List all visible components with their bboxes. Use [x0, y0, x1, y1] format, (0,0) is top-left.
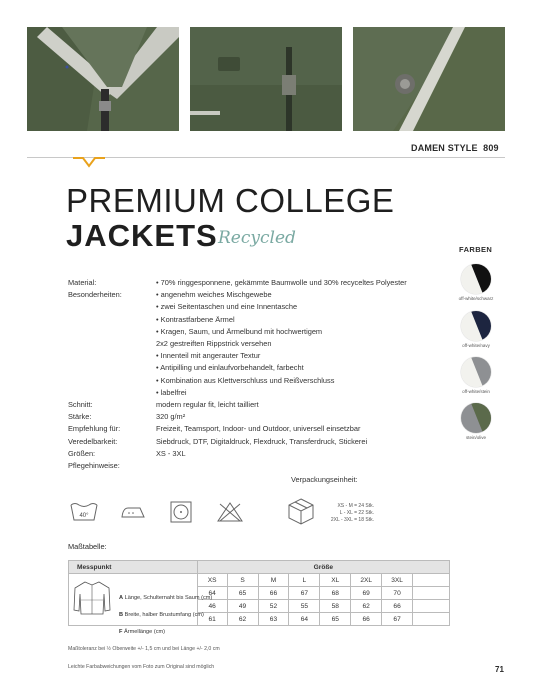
color-swatch-offwhite-navy	[461, 311, 491, 341]
spec-value: • Kombination aus Klettverschluss und Reißverschluss	[156, 375, 335, 385]
product-photo-zipper	[190, 27, 342, 131]
table-cell: 70	[382, 587, 413, 600]
size-header: S	[227, 574, 258, 587]
table-cell: 66	[258, 587, 289, 600]
no-bleach-icon	[217, 502, 243, 522]
table-header-row	[69, 561, 450, 574]
page-title-line2: JACKETS	[66, 218, 218, 253]
style-number-label	[411, 143, 499, 153]
measure-label-f	[119, 629, 165, 635]
spec-value: • labelfrei	[156, 387, 187, 397]
measure-label-a	[119, 595, 212, 601]
page-title-line1: PREMIUM COLLEGE	[66, 182, 395, 219]
packaging-line: XS - M = 24 Stk.	[337, 503, 374, 509]
wash-40-icon	[70, 502, 98, 522]
spec-value: • Innenteil mit angerauter Textur	[156, 351, 261, 361]
table-cell: 64	[289, 613, 320, 626]
color-swatch-stone-olive	[461, 403, 491, 433]
spec-label: Pflegehinweise:	[68, 461, 120, 470]
size-header: L	[289, 574, 320, 587]
column-header-size: Größe	[197, 561, 449, 574]
size-table-caption: Maßtabelle:	[68, 542, 107, 551]
color-label: stein/olive	[465, 435, 486, 440]
recycled-tagline: Recycled	[218, 228, 296, 248]
tumble-dry-icon	[170, 501, 192, 523]
color-label: off-white/stein	[462, 389, 490, 394]
measure-label-b	[119, 612, 204, 618]
empty-cell	[413, 587, 450, 600]
spec-value: • angenehm weiches Mischgewebe	[156, 290, 272, 300]
spec-label: Empfehlung für:	[68, 424, 121, 434]
disclaimer-note: Leichte Farbabweichungen vom Foto zum Original sind möglich	[68, 664, 215, 670]
measure-text: Ärmellänge (cm)	[123, 629, 166, 635]
table-cell: 55	[289, 600, 320, 613]
table-cell: 65	[320, 613, 351, 626]
spec-label: Besonderheiten:	[68, 290, 122, 300]
spec-label: Material:	[68, 278, 97, 287]
empty-cell	[413, 600, 450, 613]
spec-label: Stärke:	[68, 412, 92, 422]
spec-value: XS - 3XL	[156, 448, 186, 458]
packaging-line: L - XL = 22 Stk.	[339, 510, 374, 516]
size-header: 3XL	[382, 574, 413, 587]
spec-value: • Kragen, Saum, und Ärmelbund mit hochwertigem	[156, 326, 323, 336]
table-cell: 52	[258, 600, 289, 613]
wash-temp-label: 40°	[79, 513, 89, 519]
style-label: DAMEN STYLE	[411, 143, 478, 153]
spec-label: Größen:	[68, 448, 96, 458]
empty-cell	[413, 613, 450, 626]
table-cell: 69	[351, 587, 382, 600]
jacket-diagram-icon	[72, 578, 112, 618]
packaging-line: 2XL - 3XL = 18 Stk.	[330, 517, 374, 523]
spec-value: • Kontrastfarbene Ärmel	[156, 314, 235, 324]
chevron-accent-icon	[73, 157, 105, 169]
table-cell: 58	[320, 600, 351, 613]
size-header: M	[258, 574, 289, 587]
size-header: 2XL	[351, 574, 382, 587]
measure-key: A	[119, 595, 124, 601]
color-swatch-offwhite-black	[461, 264, 491, 294]
size-header: XL	[320, 574, 351, 587]
table-cell: 67	[382, 613, 413, 626]
table-cell: 62	[351, 600, 382, 613]
spec-label: Schnitt:	[68, 400, 93, 409]
table-cell: 64	[197, 587, 227, 600]
table-cell: 66	[351, 613, 382, 626]
table-cell: 67	[289, 587, 320, 600]
table-cell: 49	[227, 600, 258, 613]
spec-value: Siebdruck, DTF, Digitaldruck, Flexdruck, Transferdruck, Stickerei	[156, 436, 368, 446]
color-swatch-offwhite-stone	[461, 357, 491, 387]
spec-value: • Antipilling und einlaufvorbehandelt, farbecht	[156, 363, 304, 373]
table-cell: 63	[258, 613, 289, 626]
spec-value: 2x2 gestreiften Rippstrick versehen	[156, 339, 272, 348]
tolerance-note: Maßtoleranz bei ½ Oberweite +/- 1,5 cm und bei Länge +/- 2,0 cm	[68, 646, 220, 652]
spec-value: • 70% ringgesponnene, gekämmte Baumwolle und 30% recyceltes Polyester	[156, 278, 407, 287]
page-number: 71	[495, 665, 504, 674]
measure-text: Länge, Schulternaht bis Saum (cm)	[124, 595, 213, 601]
colors-heading: FARBEN	[459, 245, 493, 254]
spec-value: • zwei Seitentaschen und eine Innentasche	[156, 302, 298, 312]
style-number: 809	[483, 143, 499, 153]
table-cell: 66	[382, 600, 413, 613]
color-label: off-white/schwarz	[458, 296, 494, 301]
spec-value: 320 g/m²	[156, 412, 186, 422]
empty-cell	[413, 574, 450, 587]
box-icon	[287, 497, 315, 525]
size-header: XS	[197, 574, 227, 587]
spec-label: Veredelbarkeit:	[68, 436, 118, 446]
iron-icon	[120, 505, 146, 519]
spec-value: Freizeit, Teamsport, Indoor- und Outdoor, universell einsetzbar	[156, 424, 361, 434]
product-photo-collar	[27, 27, 179, 131]
table-cell: 46	[197, 600, 227, 613]
table-row-sizes	[69, 574, 450, 587]
measure-key: B	[119, 612, 124, 618]
product-photo-button	[353, 27, 505, 131]
table-cell: 68	[320, 587, 351, 600]
measure-key: F	[119, 629, 123, 635]
measure-text: Breite, halber Brustumfang (cm)	[124, 612, 204, 618]
table-cell: 65	[227, 587, 258, 600]
packaging-label: Verpackungseinheit:	[291, 475, 358, 484]
color-label: off-white/navy	[462, 343, 490, 348]
column-header-measure: Messpunkt	[69, 561, 198, 574]
spec-value: modern regular fit, leicht tailliert	[156, 400, 259, 409]
table-cell: 62	[227, 613, 258, 626]
table-cell: 61	[197, 613, 227, 626]
